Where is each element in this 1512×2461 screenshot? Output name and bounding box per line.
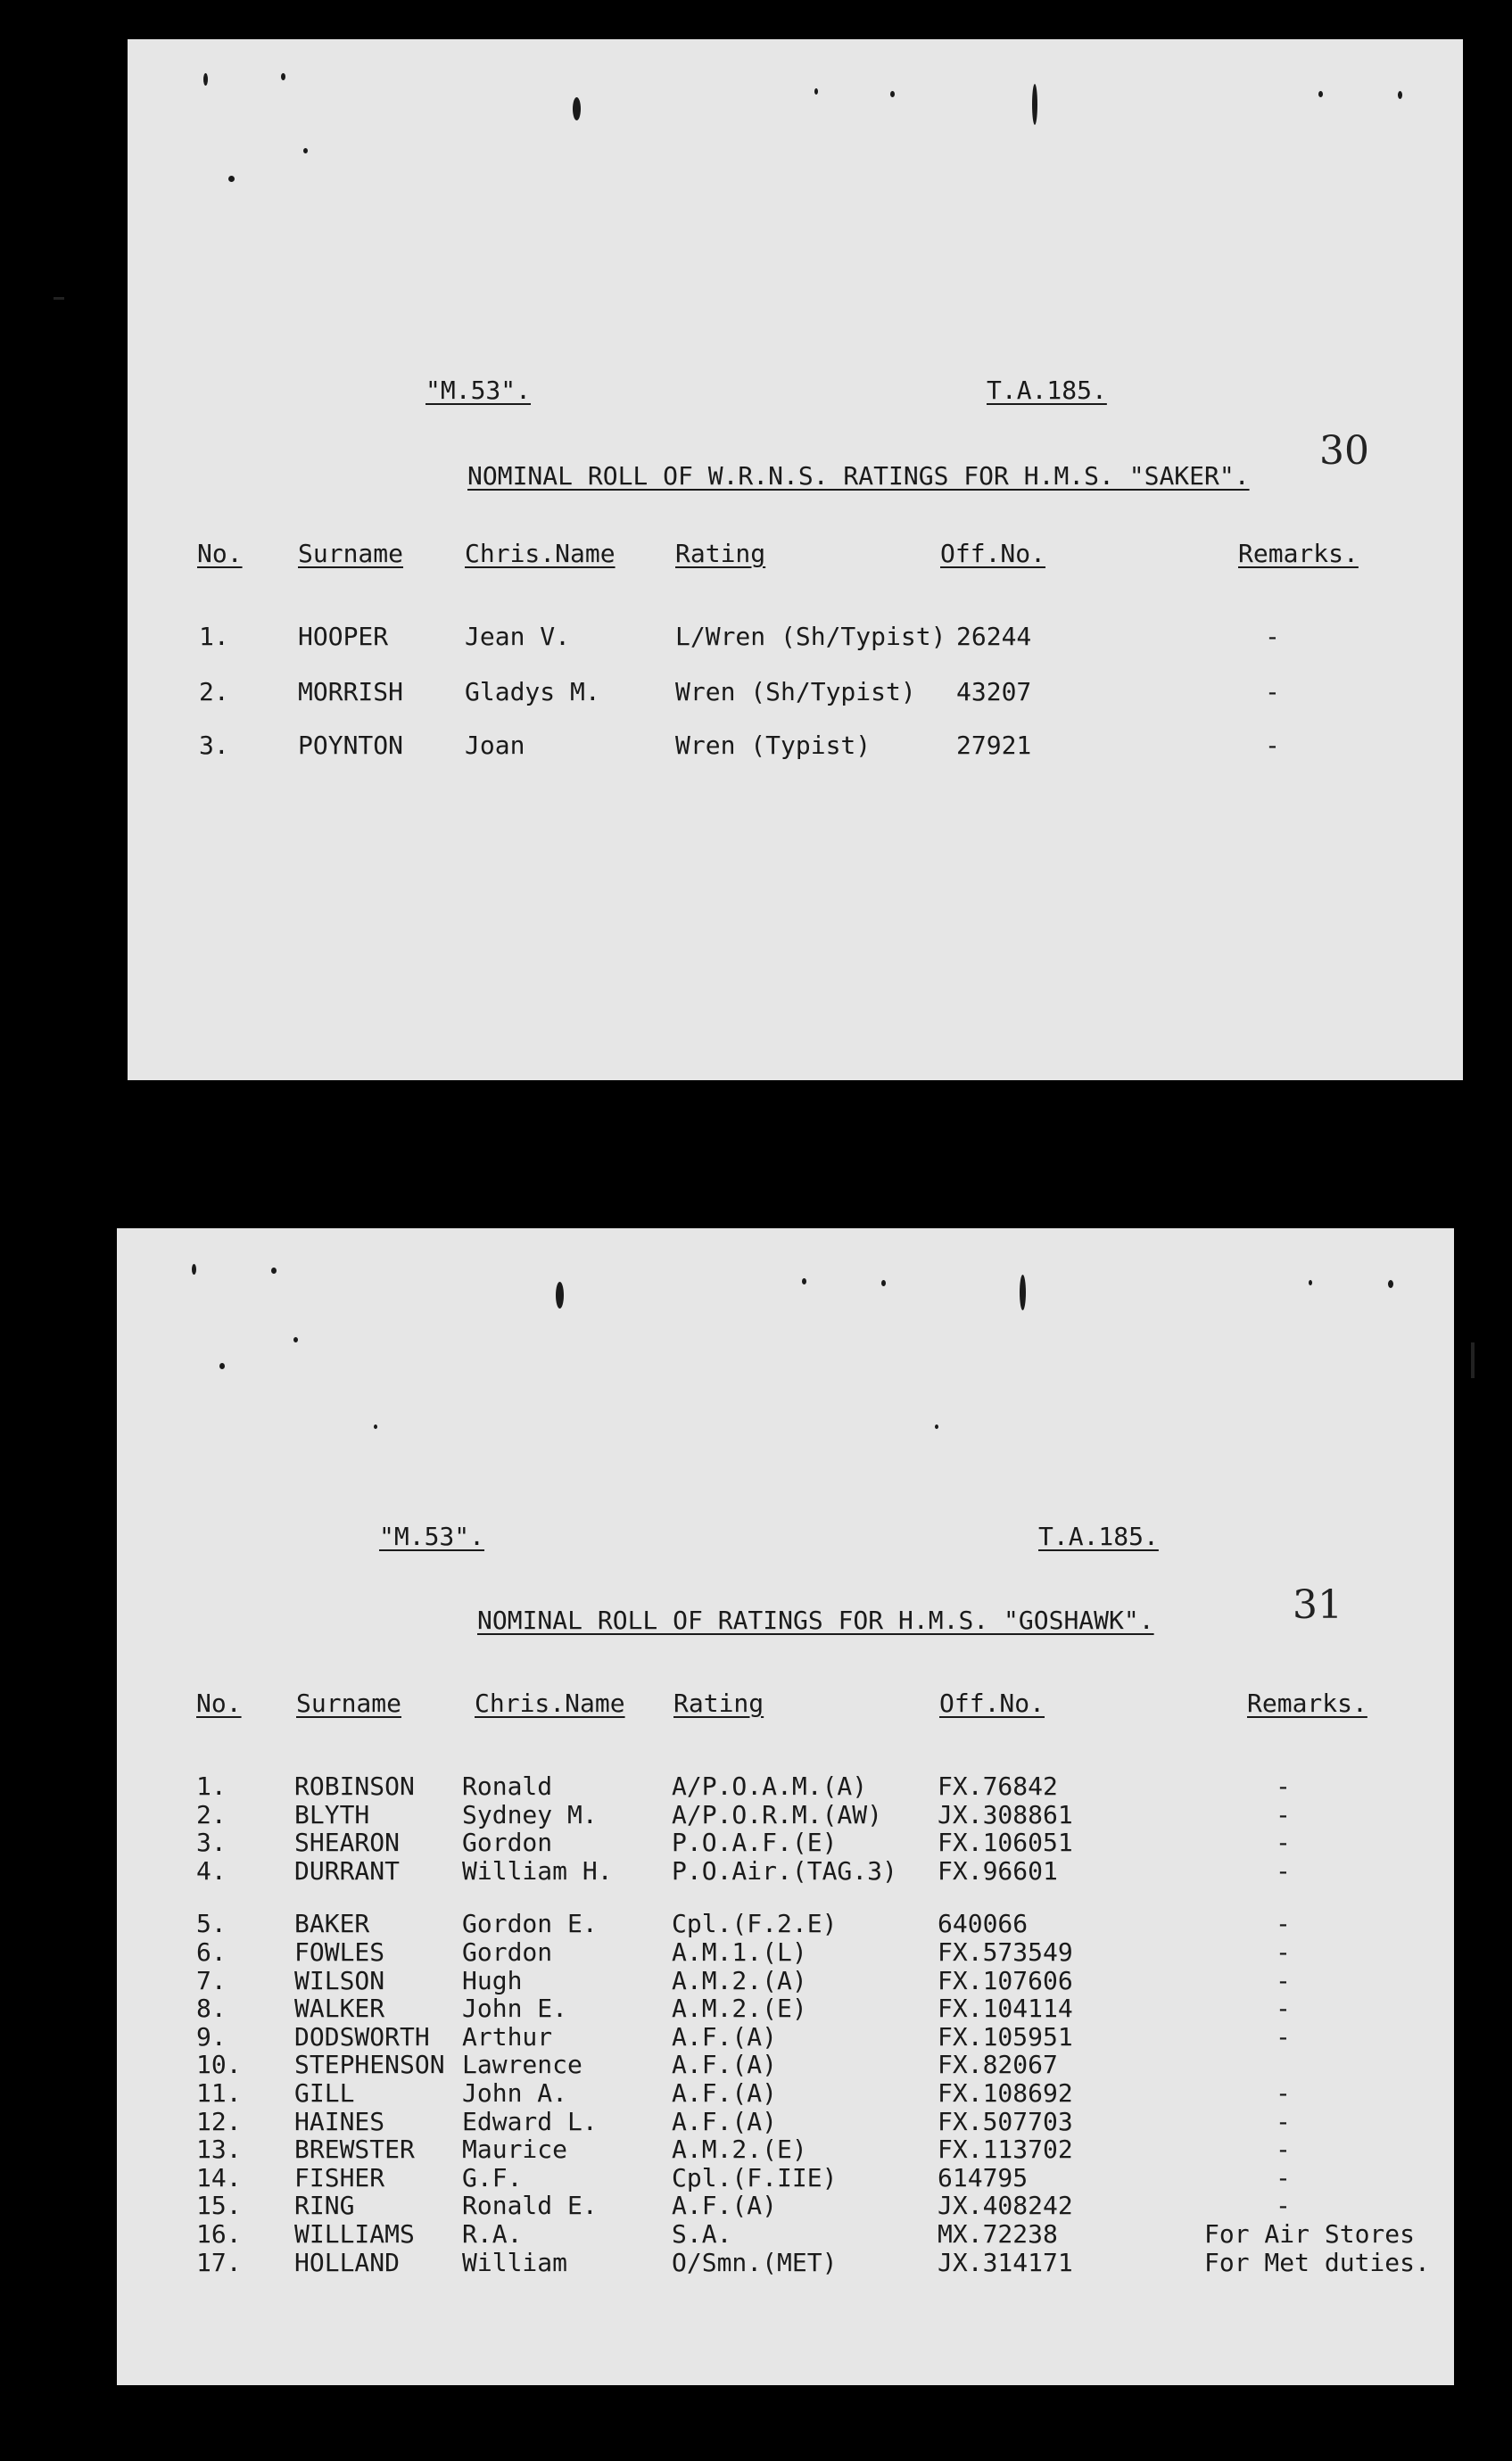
cell-surname: HOLLAND: [294, 2248, 401, 2277]
header-no: No.: [196, 1689, 242, 1718]
cell-remarks: -: [1276, 2107, 1291, 2136]
cell-surname: BAKER: [294, 1909, 370, 1938]
cell-remarks: -: [1276, 1800, 1291, 1829]
cell-remarks: -: [1265, 731, 1280, 760]
ink-speck: [802, 1278, 806, 1284]
form-code: T.A.185.: [987, 376, 1107, 405]
cell-rating: A/P.O.A.M.(A): [672, 1771, 868, 1801]
cell-rating: A.M.2.(E): [672, 1994, 807, 2023]
cell-no: 11.: [196, 2078, 242, 2108]
cell-rating: A.F.(A): [672, 2107, 778, 2136]
ink-speck: [1388, 1280, 1393, 1288]
cell-off-no: FX.108692: [938, 2078, 1073, 2108]
ink-speck: [303, 148, 308, 153]
ink-speck: [293, 1337, 298, 1342]
cell-surname: HAINES: [294, 2107, 385, 2136]
punch-mark: [573, 97, 581, 120]
form-reference: "M.53".: [426, 376, 532, 405]
cell-surname: MORRISH: [298, 677, 404, 706]
table-row: [117, 2219, 1454, 2250]
cell-chris-name: Joan: [465, 731, 525, 760]
header-no: No.: [197, 539, 243, 568]
punch-mark: [556, 1282, 564, 1309]
ink-speck: [281, 73, 285, 80]
cell-off-no: 43207: [956, 677, 1032, 706]
cell-off-no: 26244: [956, 622, 1032, 651]
cell-chris-name: Ronald: [462, 1771, 553, 1801]
cell-off-no: FX.105951: [938, 2022, 1073, 2052]
cell-chris-name: Gordon: [462, 1937, 553, 1967]
table-row: [128, 677, 1463, 708]
cell-no: 7.: [196, 1966, 227, 1995]
page-number: 31: [1293, 1582, 1343, 1628]
header-chris-name: Chris.Name: [465, 539, 616, 568]
ink-speck: [228, 176, 235, 182]
cell-rating: Wren (Typist): [675, 731, 872, 760]
ink-speck: [374, 1425, 377, 1429]
header-chris-name: Chris.Name: [475, 1689, 625, 1718]
header-rating: Rating: [673, 1689, 764, 1718]
cell-off-no: 640066: [938, 1909, 1029, 1938]
document-page-saker: [128, 39, 1463, 1080]
header-rating: Rating: [675, 539, 766, 568]
page-number: 30: [1319, 428, 1369, 474]
cell-chris-name: Ronald E.: [462, 2191, 598, 2220]
ink-speck: [219, 1363, 225, 1369]
cell-no: 15.: [196, 2191, 242, 2220]
cell-remarks: For Air Stores: [1204, 2219, 1416, 2249]
table-row: [117, 2250, 1454, 2279]
cell-no: 8.: [196, 1994, 227, 2023]
ink-speck: [271, 1268, 277, 1274]
cell-rating: A/P.O.R.M.(AW): [672, 1800, 883, 1829]
cell-remarks: For Met duties.: [1204, 2248, 1430, 2277]
cell-surname: BLYTH: [294, 1800, 370, 1829]
ink-speck: [1309, 1280, 1312, 1285]
cell-remarks: -: [1276, 1771, 1291, 1801]
cell-remarks: -: [1265, 677, 1280, 706]
ink-speck: [814, 88, 818, 95]
table-row: [117, 2137, 1454, 2166]
cell-off-no: FX.573549: [938, 1937, 1073, 1967]
header-remarks: Remarks.: [1247, 1689, 1367, 1718]
cell-no: 14.: [196, 2163, 242, 2193]
cell-surname: WILSON: [294, 1966, 385, 1995]
cell-remarks: -: [1276, 1937, 1291, 1967]
cell-rating: A.F.(A): [672, 2078, 778, 2108]
cell-rating: S.A.: [672, 2219, 732, 2249]
cell-chris-name: John E.: [462, 1994, 568, 2023]
cell-surname: SHEARON: [294, 1828, 401, 1857]
cell-no: 1.: [199, 622, 229, 651]
punch-mark: [1032, 84, 1037, 125]
cell-no: 5.: [196, 1909, 227, 1938]
cell-no: 3.: [199, 731, 229, 760]
cell-rating: A.F.(A): [672, 2191, 778, 2220]
cell-chris-name: R.A.: [462, 2219, 523, 2249]
header-surname: Surname: [296, 1689, 402, 1718]
cell-remarks: -: [1276, 2135, 1291, 2164]
cell-rating: Cpl.(F.2.E): [672, 1909, 838, 1938]
cell-remarks: -: [1276, 2078, 1291, 2108]
cell-off-no: MX.72238: [938, 2219, 1058, 2249]
cell-remarks: -: [1276, 1966, 1291, 1995]
scan-artifact: [54, 297, 64, 300]
cell-off-no: 27921: [956, 731, 1032, 760]
cell-chris-name: William H.: [462, 1856, 613, 1886]
ink-speck: [1318, 91, 1323, 97]
cell-chris-name: Gladys M.: [465, 677, 600, 706]
cell-remarks: -: [1265, 622, 1280, 651]
cell-off-no: FX.104114: [938, 1994, 1073, 2023]
cell-no: 17.: [196, 2248, 242, 2277]
cell-chris-name: Gordon E.: [462, 1909, 598, 1938]
scan-artifact: [1471, 1342, 1475, 1378]
cell-off-no: FX.106051: [938, 1828, 1073, 1857]
ink-speck: [1398, 91, 1402, 99]
form-code: T.A.185.: [1038, 1522, 1159, 1551]
cell-no: 10.: [196, 2050, 242, 2079]
ink-speck: [192, 1264, 196, 1275]
cell-off-no: FX.507703: [938, 2107, 1073, 2136]
cell-surname: RING: [294, 2191, 355, 2220]
cell-rating: O/Smn.(MET): [672, 2248, 838, 2277]
cell-surname: FISHER: [294, 2163, 385, 2193]
cell-no: 13.: [196, 2135, 242, 2164]
cell-off-no: JX.408242: [938, 2191, 1073, 2220]
cell-no: 2.: [196, 1800, 227, 1829]
table-row: [117, 2193, 1454, 2222]
cell-rating: A.F.(A): [672, 2022, 778, 2052]
table-row: [128, 624, 1463, 653]
ink-speck: [890, 91, 895, 97]
cell-off-no: JX.308861: [938, 1800, 1073, 1829]
cell-chris-name: William: [462, 2248, 568, 2277]
table-row: [117, 2052, 1454, 2081]
header-remarks: Remarks.: [1238, 539, 1359, 568]
cell-rating: A.M.1.(L): [672, 1937, 807, 1967]
table-row: [117, 1830, 1454, 1859]
cell-no: 12.: [196, 2107, 242, 2136]
cell-off-no: FX.76842: [938, 1771, 1058, 1801]
cell-rating: P.O.A.F.(E): [672, 1828, 838, 1857]
document-page-goshawk: [117, 1228, 1454, 2385]
cell-off-no: 614795: [938, 2163, 1029, 2193]
cell-remarks: -: [1276, 1856, 1291, 1886]
cell-chris-name: G.F.: [462, 2163, 523, 2193]
cell-off-no: FX.113702: [938, 2135, 1073, 2164]
form-reference: "M.53".: [379, 1522, 485, 1551]
cell-chris-name: Gordon: [462, 1828, 553, 1857]
cell-surname: STEPHENSON: [294, 2050, 445, 2079]
cell-surname: WALKER: [294, 1994, 385, 2023]
cell-surname: DODSWORTH: [294, 2022, 430, 2052]
cell-remarks: -: [1276, 2191, 1291, 2220]
table-row: [117, 2078, 1454, 2110]
cell-off-no: FX.96601: [938, 1856, 1058, 1886]
cell-rating: L/Wren (Sh/Typist): [675, 622, 946, 651]
cell-chris-name: Hugh: [462, 1966, 523, 1995]
ink-speck: [203, 73, 208, 86]
table-row: [117, 1771, 1454, 1803]
cell-surname: DURRANT: [294, 1856, 401, 1886]
cell-rating: P.O.Air.(TAG.3): [672, 1856, 897, 1886]
cell-chris-name: Lawrence: [462, 2050, 582, 2079]
cell-chris-name: John A.: [462, 2078, 568, 2108]
table-row: [117, 1856, 1454, 1887]
cell-surname: POYNTON: [298, 731, 404, 760]
cell-no: 6.: [196, 1937, 227, 1967]
ink-speck: [881, 1280, 886, 1286]
cell-no: 2.: [199, 677, 229, 706]
cell-surname: GILL: [294, 2078, 355, 2108]
cell-surname: FOWLES: [294, 1937, 385, 1967]
punch-mark: [1020, 1275, 1026, 1310]
table-row: [117, 1937, 1454, 1969]
table-row: [128, 733, 1463, 762]
page-title: NOMINAL ROLL OF W.R.N.S. RATINGS FOR H.M.S. "SAKER".: [467, 461, 1250, 491]
cell-no: 4.: [196, 1856, 227, 1886]
cell-remarks: -: [1276, 2022, 1291, 2052]
cell-off-no: FX.82067: [938, 2050, 1058, 2079]
cell-surname: WILLIAMS: [294, 2219, 415, 2249]
cell-rating: Cpl.(F.IIE): [672, 2163, 838, 2193]
cell-rating: A.M.2.(A): [672, 1966, 807, 1995]
cell-surname: ROBINSON: [294, 1771, 415, 1801]
cell-surname: BREWSTER: [294, 2135, 415, 2164]
cell-remarks: -: [1276, 1828, 1291, 1857]
cell-rating: Wren (Sh/Typist): [675, 677, 916, 706]
cell-remarks: -: [1276, 2163, 1291, 2193]
ink-speck: [935, 1425, 938, 1429]
cell-no: 1.: [196, 1771, 227, 1801]
cell-no: 16.: [196, 2219, 242, 2249]
header-off-no: Off.No.: [939, 1689, 1045, 1718]
table-row: [117, 1909, 1454, 1940]
cell-chris-name: Edward L.: [462, 2107, 598, 2136]
cell-rating: A.F.(A): [672, 2050, 778, 2079]
cell-off-no: FX.107606: [938, 1966, 1073, 1995]
page-title: NOMINAL ROLL OF RATINGS FOR H.M.S. "GOSHAWK".: [477, 1606, 1154, 1635]
cell-no: 9.: [196, 2022, 227, 2052]
cell-surname: HOOPER: [298, 622, 389, 651]
cell-chris-name: Arthur: [462, 2022, 553, 2052]
header-surname: Surname: [298, 539, 404, 568]
cell-chris-name: Jean V.: [465, 622, 571, 651]
cell-remarks: -: [1276, 1909, 1291, 1938]
cell-no: 3.: [196, 1828, 227, 1857]
cell-remarks: -: [1276, 1994, 1291, 2023]
cell-off-no: JX.314171: [938, 2248, 1073, 2277]
cell-rating: A.M.2.(E): [672, 2135, 807, 2164]
cell-chris-name: Sydney M.: [462, 1800, 598, 1829]
cell-chris-name: Maurice: [462, 2135, 568, 2164]
header-off-no: Off.No.: [940, 539, 1046, 568]
table-row: [117, 1996, 1454, 2025]
